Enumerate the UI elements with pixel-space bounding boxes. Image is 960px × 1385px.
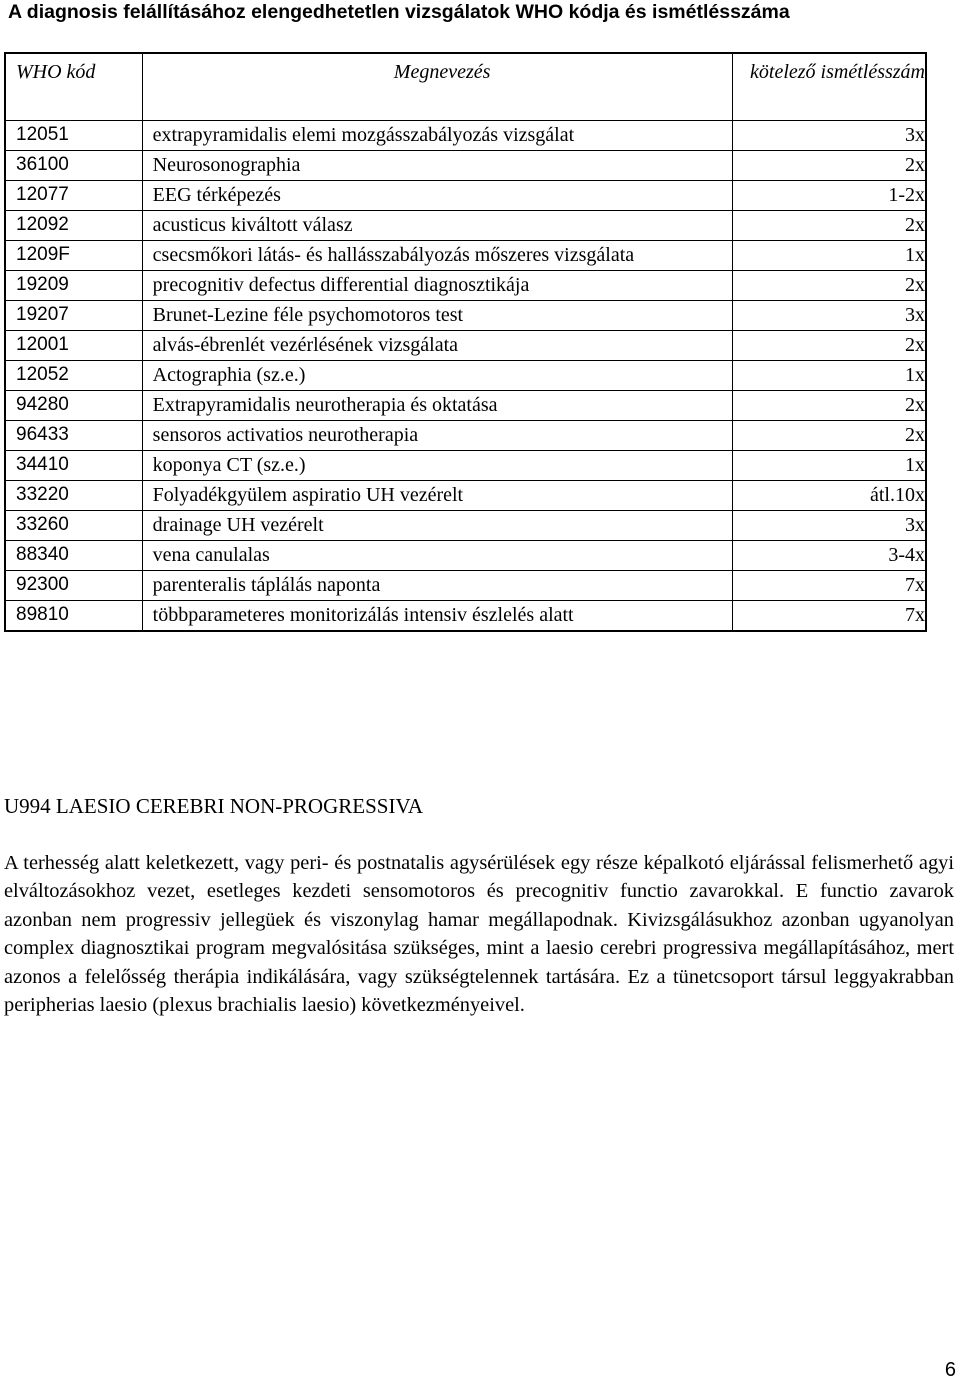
exam-name-cell: csecsmőkori látás- és hallásszabályozás mőszeres vizsgálata <box>142 241 732 271</box>
repetition-cell: 3x <box>732 121 926 151</box>
exam-name-cell: vena canulalas <box>142 541 732 571</box>
table-row <box>5 511 926 541</box>
repetition-cell: 7x <box>732 601 926 632</box>
table-row <box>5 211 926 241</box>
repetition-cell: 3x <box>732 511 926 541</box>
who-code-cell: 33220 <box>5 481 142 511</box>
exam-name-cell: drainage UH vezérelt <box>142 511 732 541</box>
repetition-cell: 2x <box>732 421 926 451</box>
who-code-cell: 12001 <box>5 331 142 361</box>
exam-name-cell: precognitiv defectus differential diagnosztikája <box>142 271 732 301</box>
table-row <box>5 241 926 271</box>
exam-name-cell: parenteralis táplálás naponta <box>142 571 732 601</box>
exam-name-cell: többparameteres monitorizálás intensiv észlelés alatt <box>142 601 732 632</box>
who-code-cell: 92300 <box>5 571 142 601</box>
exam-table-body <box>5 121 926 632</box>
table-row <box>5 121 926 151</box>
who-code-cell: 12077 <box>5 181 142 211</box>
repetition-cell: 2x <box>732 151 926 181</box>
exam-name-cell: Extrapyramidalis neurotherapia és oktatása <box>142 391 732 421</box>
header-who-code: WHO kód <box>5 53 142 121</box>
repetition-cell: 2x <box>732 211 926 241</box>
repetition-cell: 1x <box>732 361 926 391</box>
repetition-cell: 7x <box>732 571 926 601</box>
table-row <box>5 541 926 571</box>
table-row <box>5 271 926 301</box>
exam-name-cell: alvás-ébrenlét vezérlésének vizsgálata <box>142 331 732 361</box>
exam-name-cell: koponya CT (sz.e.) <box>142 451 732 481</box>
header-name: Megnevezés <box>142 53 732 121</box>
who-code-cell: 1209F <box>5 241 142 271</box>
repetition-cell: 2x <box>732 331 926 361</box>
repetition-cell: 1x <box>732 241 926 271</box>
exam-name-cell: Neurosonographia <box>142 151 732 181</box>
table-row <box>5 601 926 632</box>
body-paragraph: A terhesség alatt keletkezett, vagy peri- és postnatalis agysérülések egy része képalkotó eljárással felismerhető agyi elváltozásokhoz vezet, esetleges kezdeti sensomotoros és precognitiv functio zavarokkal. E functio zavarok azonban nem progressiv jellegüek és viszonylag hamar megállapodnak. Kivizsgálásukhoz azonban ugyanolyan complex diagnosztikai program megvalósitása szükséges, mint a laesio cerebri progressiva megállapításához, mert azonos a felelősség therápia indikálására, vagy szükségtelennek tartására. Ez a tünetcsoport társul leggyakrabban peripherias laesio (plexus brachialis laesio) következményeivel. <box>4 852 954 1017</box>
who-code-cell: 12051 <box>5 121 142 151</box>
table-row <box>5 331 926 361</box>
repetition-cell: 2x <box>732 271 926 301</box>
who-code-cell: 89810 <box>5 601 142 632</box>
repetition-cell: 3-4x <box>732 541 926 571</box>
who-code-cell: 96433 <box>5 421 142 451</box>
exam-name-cell: Brunet-Lezine féle psychomotoros test <box>142 301 732 331</box>
section-title: U994 LAESIO CEREBRI NON-PROGRESSIVA <box>4 794 424 818</box>
repetition-cell: 1-2x <box>732 181 926 211</box>
repetition-cell: 1x <box>732 451 926 481</box>
page-heading: A diagnosis felállításához elengedhetetlen vizsgálatok WHO kódja és ismétlésszáma <box>8 1 790 23</box>
table-row <box>5 451 926 481</box>
repetition-cell: átl.10x <box>732 481 926 511</box>
who-code-cell: 94280 <box>5 391 142 421</box>
exam-name-cell: acusticus kiváltott válasz <box>142 211 732 241</box>
table-row <box>5 301 926 331</box>
exam-name-cell: Folyadékgyülem aspiratio UH vezérelt <box>142 481 732 511</box>
exam-name-cell: Actographia (sz.e.) <box>142 361 732 391</box>
who-code-cell: 12052 <box>5 361 142 391</box>
table-row <box>5 181 926 211</box>
table-row <box>5 571 926 601</box>
table-row <box>5 391 926 421</box>
repetition-cell: 3x <box>732 301 926 331</box>
who-code-cell: 36100 <box>5 151 142 181</box>
exam-name-cell: sensoros activatios neurotherapia <box>142 421 732 451</box>
repetition-cell: 2x <box>732 391 926 421</box>
who-code-cell: 19209 <box>5 271 142 301</box>
table-row <box>5 421 926 451</box>
who-code-cell: 19207 <box>5 301 142 331</box>
who-code-cell: 12092 <box>5 211 142 241</box>
who-code-cell: 88340 <box>5 541 142 571</box>
who-code-cell: 34410 <box>5 451 142 481</box>
who-code-cell: 33260 <box>5 511 142 541</box>
table-row <box>5 361 926 391</box>
table-header-row <box>5 53 926 121</box>
exam-name-cell: extrapyramidalis elemi mozgásszabályozás vizsgálat <box>142 121 732 151</box>
page-number: 6 <box>944 1359 956 1381</box>
exam-table <box>4 52 927 632</box>
header-repetition: kötelező ismétlésszám <box>732 53 926 121</box>
exam-name-cell: EEG térképezés <box>142 181 732 211</box>
table-row <box>5 151 926 181</box>
table-row <box>5 481 926 511</box>
